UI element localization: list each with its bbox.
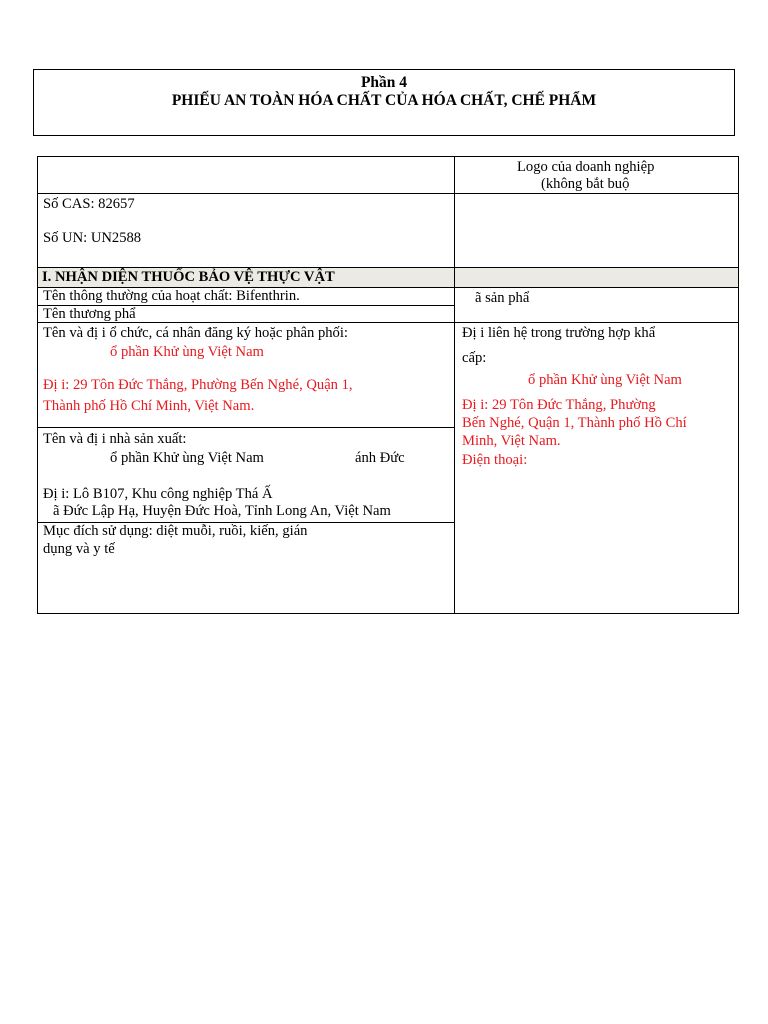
logo-caption: Logo của doanh nghiệp [517,159,655,175]
row-line [37,427,455,428]
row-line [37,193,739,194]
common-name: Tên thông thường của hoạt chất: Bifenthrin. [43,288,300,304]
trade-name: Tên thương phẩ [43,306,136,322]
contact-label: Đị i liên hệ trong trường hợp khẩ [462,325,656,341]
cas-number: Số CAS: 82657 [43,196,135,212]
registrant-address-line1: Đị i: 29 Tôn Đức Thắng, Phường Bến Nghé, Quận 1, [43,377,353,393]
manufacturer-address-line2: ã Đức Lập Hạ, Huyện Đức Hoà, Tỉnh Long An, Việt Nam [53,503,391,519]
section-heading: I. NHẬN DIỆN THUỐC BẢO VỆ THỰC VẬT [42,269,335,285]
row-line [37,322,739,323]
manufacturer-name: ổ phần Khử ùng Việt Nam [110,450,264,466]
manufacturer-address-line1: Đị i: Lô B107, Khu công nghiệp Thá Ấ [43,486,273,502]
product-code: ã sản phẩ [475,290,530,306]
logo-note: (không bắt buộ [541,176,630,192]
registrant-name: ổ phần Khử ùng Việt Nam [110,344,264,360]
document-title: PHIẾU AN TOÀN HÓA CHẤT CỦA HÓA CHẤT, CHẾ PHẨM [171,92,597,109]
contact-name: ổ phần Khử ùng Việt Nam [528,372,682,388]
un-number: Số UN: UN2588 [43,230,142,246]
manufacturer-name-suffix: ánh Đức [355,450,405,466]
purpose-of-use-cont: dụng và y tế [43,541,115,557]
contact-address-line1: Đị i: 29 Tôn Đức Thắng, Phường [462,397,656,413]
purpose-of-use: Mục đích sử dụng: diệt muỗi, ruồi, kiến, gián [43,523,308,539]
registrant-address-line2: Thành phố Hồ Chí Minh, Việt Nam. [43,398,255,414]
contact-address-line2: Bến Nghé, Quận 1, Thành phố Hồ Chí [462,415,687,431]
registrant-label: Tên và đị i ổ chức, cá nhân đăng ký hoặc phân phối: [43,325,348,341]
title-box [33,69,735,136]
contact-phone: Điện thoại: [462,452,528,468]
manufacturer-label: Tên và đị i nhà sản xuất: [43,431,187,447]
contact-label-cont: cấp: [462,350,487,366]
column-divider [454,156,455,614]
contact-address-line3: Minh, Việt Nam. [462,433,561,449]
part-number: Phần 4 [360,74,408,91]
